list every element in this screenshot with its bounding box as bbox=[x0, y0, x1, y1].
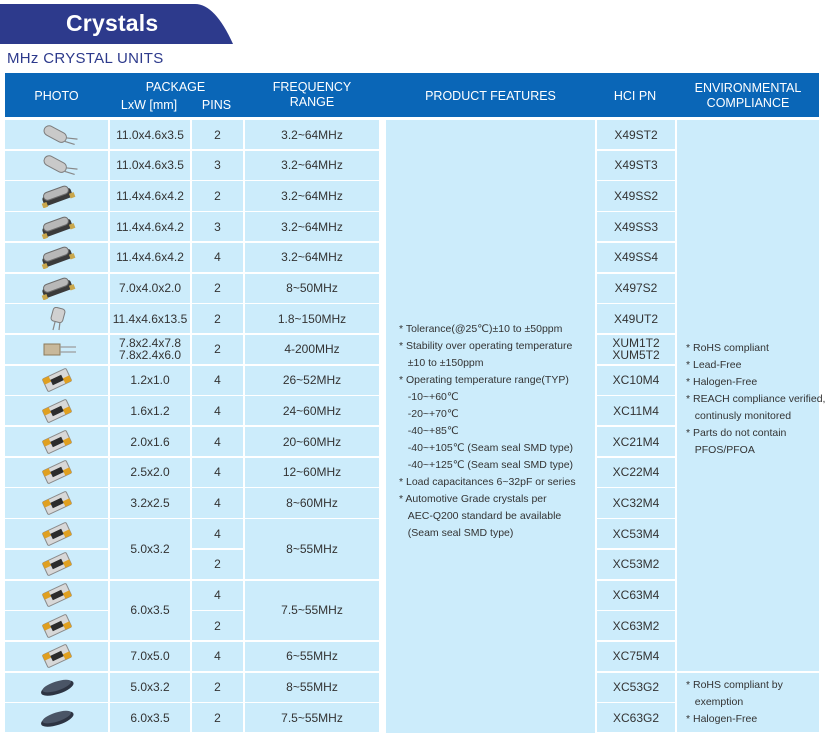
hc49-smd-crystal-icon bbox=[34, 276, 80, 300]
pins-cell bbox=[192, 366, 243, 395]
size-value: 5.0x3.2 bbox=[130, 542, 170, 557]
glass-seal-crystal-icon bbox=[34, 675, 80, 699]
size-value: 1.6x1.2 bbox=[130, 403, 170, 418]
frequency-value: 3.2~64MHz bbox=[281, 127, 343, 142]
size-value: 11.4x4.6x4.2 bbox=[116, 219, 184, 234]
hci-pn-value: XC53M2 bbox=[612, 557, 660, 572]
size-cell bbox=[110, 673, 190, 702]
header-package: PACKAGE bbox=[145, 80, 206, 94]
feature-line: * Tolerance(@25℃)±10 to ±50ppm bbox=[399, 322, 563, 335]
size-value: 11.4x4.6x4.2 bbox=[116, 250, 184, 265]
hci-pn-cell bbox=[597, 181, 675, 210]
frequency-value: 7.5~55MHz bbox=[281, 603, 343, 618]
frequency-value: 1.8~150MHz bbox=[277, 311, 347, 326]
hci-pn-cell bbox=[597, 151, 675, 180]
pins-cell bbox=[192, 335, 243, 364]
photo-cell bbox=[5, 335, 108, 364]
pins-cell bbox=[192, 120, 243, 149]
hci-pn-cell bbox=[597, 243, 675, 272]
pins-value: 4 bbox=[214, 495, 221, 510]
pins-value: 4 bbox=[214, 373, 221, 388]
frequency-value: 3.2~64MHz bbox=[281, 219, 343, 234]
frequency-value: 3.2~64MHz bbox=[281, 250, 343, 265]
frequency-cell bbox=[245, 151, 379, 180]
frequency-cell bbox=[245, 458, 379, 487]
smd-ceramic-crystal-icon bbox=[34, 368, 80, 392]
pins-cell bbox=[192, 703, 243, 732]
pins-cell bbox=[192, 243, 243, 272]
frequency-cell bbox=[245, 642, 379, 671]
hci-pn-value: X49ST2 bbox=[614, 127, 658, 142]
hci-pn-cell bbox=[597, 304, 675, 333]
pins-value: 4 bbox=[214, 250, 221, 265]
frequency-value: 20~60MHz bbox=[282, 434, 342, 449]
hci-pn-value: XUM5T2 bbox=[612, 348, 660, 363]
hci-pn-cell bbox=[597, 581, 675, 610]
hci-pn-value: X49SS4 bbox=[613, 250, 659, 265]
frequency-cell bbox=[245, 335, 379, 364]
pins-cell bbox=[192, 181, 243, 210]
header-hci-pn: HCI PN bbox=[613, 89, 657, 103]
photo-cell bbox=[5, 581, 108, 610]
size-cell bbox=[110, 488, 190, 517]
feature-line: (Seam seal SMD type) bbox=[399, 526, 514, 539]
smd-ceramic-crystal-icon bbox=[34, 399, 80, 423]
frequency-cell bbox=[245, 673, 379, 702]
header-frequency: FREQUENCY bbox=[272, 80, 352, 94]
pins-cell bbox=[192, 581, 243, 610]
pins-value: 4 bbox=[214, 465, 221, 480]
feature-line: -10~+60℃ bbox=[399, 390, 459, 403]
hci-pn-value: XC53M4 bbox=[612, 526, 660, 541]
section-banner bbox=[0, 4, 233, 44]
frequency-cell bbox=[245, 427, 379, 456]
hci-pn-value: X49UT2 bbox=[613, 311, 659, 326]
pins-value: 2 bbox=[214, 618, 221, 633]
pins-value: 3 bbox=[214, 219, 221, 234]
compliance-line: * REACH compliance verified, bbox=[686, 393, 826, 406]
compliance-line: continusly monitored bbox=[686, 410, 792, 423]
photo-cell bbox=[5, 488, 108, 517]
hci-pn-value: X49ST3 bbox=[614, 158, 658, 173]
pins-cell bbox=[192, 519, 243, 548]
hc49-smd-crystal-icon bbox=[34, 184, 80, 208]
feature-line: * Automotive Grade crystals per bbox=[399, 492, 547, 505]
frequency-value: 3.2~64MHz bbox=[281, 188, 343, 203]
size-cell bbox=[110, 151, 190, 180]
photo-cell bbox=[5, 611, 108, 640]
frequency-cell bbox=[245, 212, 379, 241]
size-cell bbox=[110, 703, 190, 732]
size-value: 11.4x4.6x4.2 bbox=[116, 188, 184, 203]
pins-value: 2 bbox=[214, 281, 221, 296]
photo-cell bbox=[5, 304, 108, 333]
frequency-value: 8~55MHz bbox=[286, 542, 338, 557]
pins-cell bbox=[192, 151, 243, 180]
hc49-leaded-crystal-icon bbox=[34, 123, 80, 147]
photo-cell bbox=[5, 212, 108, 241]
hci-pn-cell bbox=[597, 519, 675, 548]
pins-value: 2 bbox=[214, 342, 221, 357]
size-cell bbox=[110, 120, 190, 149]
pins-cell bbox=[192, 550, 243, 579]
pins-value: 4 bbox=[214, 526, 221, 541]
photo-cell bbox=[5, 181, 108, 210]
size-value: 6.0x3.5 bbox=[130, 603, 170, 618]
frequency-value: 8~50MHz bbox=[286, 281, 338, 296]
pins-value: 4 bbox=[214, 588, 221, 603]
frequency-cell bbox=[245, 274, 379, 303]
frequency-cell bbox=[245, 581, 379, 641]
size-value: 1.2x1.0 bbox=[130, 373, 170, 388]
environmental-compliance-cell bbox=[677, 120, 826, 671]
size-cell bbox=[110, 335, 190, 364]
hci-pn-cell bbox=[597, 642, 675, 671]
feature-line: * Stability over operating temperature bbox=[399, 339, 573, 352]
size-cell bbox=[110, 642, 190, 671]
hci-pn-cell bbox=[597, 366, 675, 395]
frequency-value: 8~55MHz bbox=[286, 680, 338, 695]
hci-pn-value: XC63M2 bbox=[612, 618, 660, 633]
size-cell bbox=[110, 581, 190, 641]
frequency-cell bbox=[245, 519, 379, 579]
photo-cell bbox=[5, 642, 108, 671]
hci-pn-value: XUM1T2 bbox=[612, 336, 660, 351]
smd-ceramic-crystal-icon bbox=[34, 522, 80, 546]
glass-seal-crystal-icon bbox=[34, 706, 80, 730]
photo-cell bbox=[5, 427, 108, 456]
size-cell bbox=[110, 181, 190, 210]
hc49-smd-crystal-icon bbox=[34, 215, 80, 239]
photo-cell bbox=[5, 550, 108, 579]
photo-cell bbox=[5, 519, 108, 548]
smd-ceramic-crystal-icon bbox=[34, 460, 80, 484]
feature-line: AEC-Q200 standard be available bbox=[399, 509, 562, 522]
compliance-line: * Lead-Free bbox=[686, 359, 742, 372]
feature-line: -40~+105℃ (Seam seal SMD type) bbox=[399, 441, 574, 454]
pins-value: 2 bbox=[214, 710, 221, 725]
hci-pn-cell bbox=[597, 611, 675, 640]
header-range: RANGE bbox=[289, 95, 335, 109]
photo-cell bbox=[5, 366, 108, 395]
pins-value: 2 bbox=[214, 557, 221, 572]
hci-pn-cell bbox=[597, 488, 675, 517]
hci-pn-value: XC63M4 bbox=[612, 588, 660, 603]
pins-cell bbox=[192, 396, 243, 425]
hci-pn-value: X497S2 bbox=[614, 281, 658, 296]
hc49-smd-crystal-icon bbox=[34, 245, 80, 269]
size-value: 6.0x3.5 bbox=[130, 710, 170, 725]
smd-ceramic-crystal-icon bbox=[34, 644, 80, 668]
hci-pn-cell bbox=[597, 274, 675, 303]
pins-cell bbox=[192, 304, 243, 333]
frequency-value: 7.5~55MHz bbox=[281, 710, 343, 725]
frequency-value: 8~60MHz bbox=[286, 495, 338, 510]
size-cell bbox=[110, 274, 190, 303]
hci-pn-cell bbox=[597, 673, 675, 702]
pins-value: 4 bbox=[214, 403, 221, 418]
size-value: 7.8x2.4x7.8 bbox=[118, 336, 182, 351]
frequency-cell bbox=[245, 703, 379, 732]
feature-line: -40~+85℃ bbox=[399, 424, 459, 437]
pins-cell bbox=[192, 488, 243, 517]
pins-value: 2 bbox=[214, 127, 221, 142]
compliance-line: * Parts do not contain bbox=[686, 427, 787, 440]
photo-cell bbox=[5, 703, 108, 732]
photo-cell bbox=[5, 274, 108, 303]
feature-line: * Operating temperature range(TYP) bbox=[399, 373, 569, 386]
frequency-cell bbox=[245, 181, 379, 210]
size-value: 3.2x2.5 bbox=[130, 495, 170, 510]
size-cell bbox=[110, 243, 190, 272]
pins-cell bbox=[192, 458, 243, 487]
hci-pn-cell bbox=[597, 335, 675, 364]
feature-line: -20~+70℃ bbox=[399, 407, 459, 420]
size-cell bbox=[110, 427, 190, 456]
hci-pn-value: XC11M4 bbox=[613, 403, 659, 418]
frequency-cell bbox=[245, 243, 379, 272]
frequency-cell bbox=[245, 396, 379, 425]
hci-pn-value: XC63G2 bbox=[612, 710, 660, 725]
pins-cell bbox=[192, 642, 243, 671]
frequency-value: 24~60MHz bbox=[282, 403, 342, 418]
size-value: 7.8x2.4x6.0 bbox=[118, 348, 182, 363]
size-cell bbox=[110, 396, 190, 425]
size-cell bbox=[110, 366, 190, 395]
feature-line: * Load capacitances 6~32pF or series bbox=[399, 475, 576, 488]
hc49-leaded-crystal-icon bbox=[34, 153, 80, 177]
um-crystal-icon bbox=[34, 337, 80, 361]
hci-pn-value: XC22M4 bbox=[612, 465, 660, 480]
pins-cell bbox=[192, 274, 243, 303]
compliance-line: exemption bbox=[686, 696, 744, 709]
size-cell bbox=[110, 304, 190, 333]
compliance-line: * Halogen-Free bbox=[686, 376, 758, 389]
photo-cell bbox=[5, 396, 108, 425]
size-value: 2.5x2.0 bbox=[130, 465, 170, 480]
photo-cell bbox=[5, 243, 108, 272]
header-pins: PINS bbox=[201, 98, 232, 112]
pins-value: 3 bbox=[214, 158, 221, 173]
compliance-line: PFOS/PFOA bbox=[686, 444, 755, 457]
size-cell bbox=[110, 458, 190, 487]
hc49u-crystal-icon bbox=[34, 307, 80, 331]
header-environmental: ENVIRONMENTAL bbox=[694, 81, 802, 95]
photo-cell bbox=[5, 673, 108, 702]
smd-ceramic-crystal-icon bbox=[34, 552, 80, 576]
hci-pn-cell bbox=[597, 427, 675, 456]
frequency-value: 4-200MHz bbox=[284, 342, 340, 357]
frequency-value: 12~60MHz bbox=[282, 465, 342, 480]
header-lxw: LxW [mm] bbox=[120, 98, 178, 112]
feature-line: ±10 to ±150ppm bbox=[399, 356, 484, 369]
page-title: Crystals bbox=[66, 10, 159, 36]
hci-pn-value: X49SS3 bbox=[613, 219, 659, 234]
compliance-line: * RoHS compliant bbox=[686, 342, 769, 355]
product-features-cell bbox=[386, 120, 595, 733]
size-value: 11.0x4.6x3.5 bbox=[116, 158, 184, 173]
frequency-cell bbox=[245, 366, 379, 395]
hci-pn-value: XC10M4 bbox=[612, 373, 660, 388]
frequency-value: 6~55MHz bbox=[286, 649, 338, 664]
hci-pn-value: XC53G2 bbox=[612, 680, 660, 695]
frequency-value: 26~52MHz bbox=[282, 373, 342, 388]
hci-pn-cell bbox=[597, 458, 675, 487]
pins-value: 2 bbox=[214, 311, 221, 326]
pins-cell bbox=[192, 673, 243, 702]
hci-pn-cell bbox=[597, 396, 675, 425]
compliance-line: * Halogen-Free bbox=[686, 713, 758, 726]
hci-pn-cell bbox=[597, 120, 675, 149]
header-compliance: COMPLIANCE bbox=[706, 96, 790, 110]
pins-value: 2 bbox=[214, 680, 221, 695]
size-value: 2.0x1.6 bbox=[130, 434, 170, 449]
pins-cell bbox=[192, 212, 243, 241]
hci-pn-cell bbox=[597, 703, 675, 732]
hci-pn-value: XC32M4 bbox=[612, 495, 660, 510]
table-header bbox=[5, 73, 819, 117]
frequency-value: 3.2~64MHz bbox=[281, 158, 343, 173]
header-features: PRODUCT FEATURES bbox=[425, 89, 556, 103]
size-value: 7.0x4.0x2.0 bbox=[118, 281, 182, 296]
photo-cell bbox=[5, 458, 108, 487]
hci-pn-value: X49SS2 bbox=[613, 188, 659, 203]
smd-ceramic-crystal-icon bbox=[34, 491, 80, 515]
photo-cell bbox=[5, 151, 108, 180]
size-value: 7.0x5.0 bbox=[130, 649, 170, 664]
header-photo: PHOTO bbox=[34, 89, 79, 103]
size-cell bbox=[110, 212, 190, 241]
pins-value: 4 bbox=[214, 434, 221, 449]
size-value: 11.0x4.6x3.5 bbox=[116, 127, 184, 142]
compliance-line: * RoHS compliant by bbox=[686, 679, 783, 692]
feature-line: -40~+125℃ (Seam seal SMD type) bbox=[399, 458, 574, 471]
hci-pn-value: XC75M4 bbox=[612, 649, 660, 664]
pins-cell bbox=[192, 611, 243, 640]
hci-pn-cell bbox=[597, 212, 675, 241]
hci-pn-value: XC21M4 bbox=[612, 434, 660, 449]
smd-ceramic-crystal-icon bbox=[34, 614, 80, 638]
size-value: 11.4x4.6x13.5 bbox=[112, 311, 188, 326]
photo-cell bbox=[5, 120, 108, 149]
smd-ceramic-crystal-icon bbox=[34, 430, 80, 454]
size-value: 5.0x3.2 bbox=[130, 680, 170, 695]
frequency-cell bbox=[245, 120, 379, 149]
size-cell bbox=[110, 519, 190, 579]
frequency-cell bbox=[245, 304, 379, 333]
smd-ceramic-crystal-icon bbox=[34, 583, 80, 607]
frequency-cell bbox=[245, 488, 379, 517]
page-subtitle: MHz CRYSTAL UNITS bbox=[7, 50, 164, 67]
environmental-compliance-glass-cell bbox=[677, 673, 819, 733]
pins-cell bbox=[192, 427, 243, 456]
pins-value: 4 bbox=[214, 649, 221, 664]
hci-pn-cell bbox=[597, 550, 675, 579]
pins-value: 2 bbox=[214, 188, 221, 203]
